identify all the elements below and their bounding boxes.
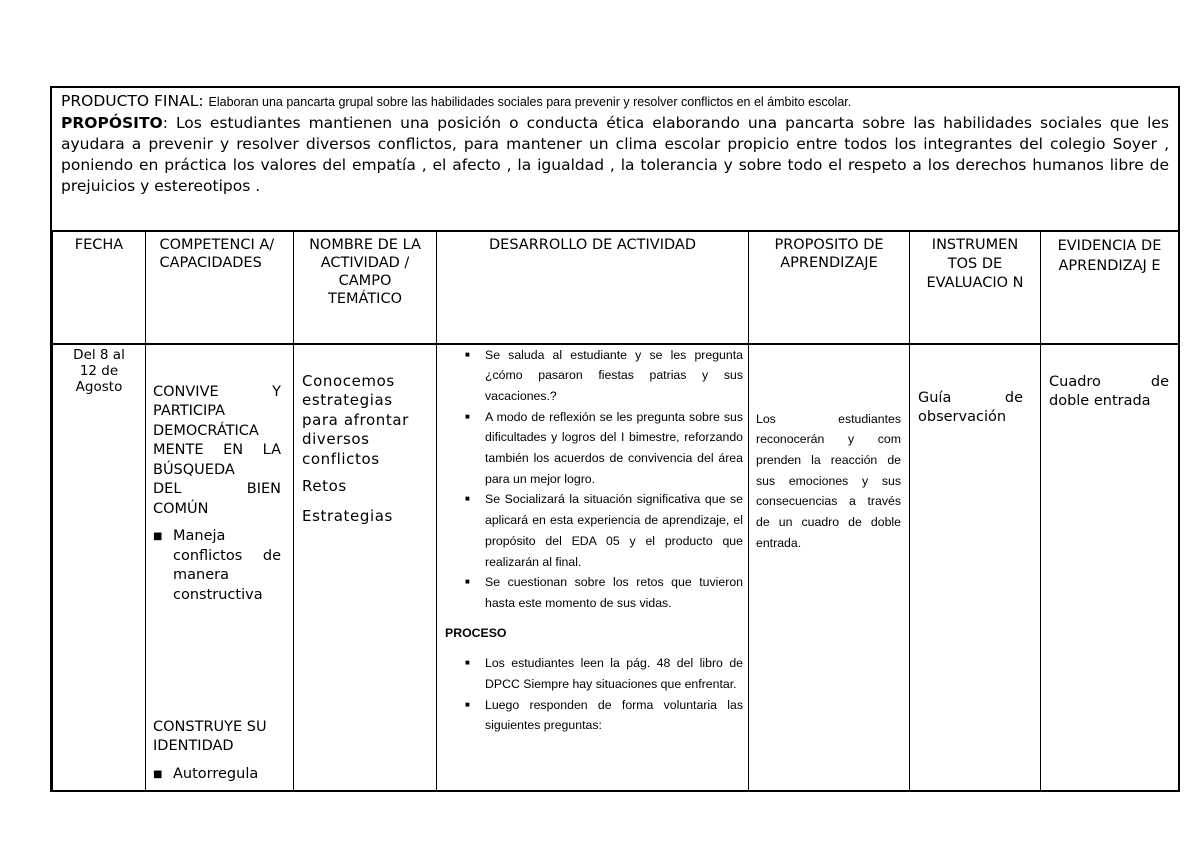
bullet-square-icon: ■	[465, 577, 470, 587]
producto-final-label: PRODUCTO FINAL:	[61, 92, 204, 110]
bullet-square-icon: ■	[153, 768, 163, 780]
evidencia-line: Cuadro de	[1049, 373, 1169, 390]
cell-instrumentos	[910, 344, 1041, 792]
capacidad-item	[153, 527, 281, 605]
list-item-text: A modo de reflexión se les pregunta sobre sus dificultades y logros del I bimestre, reforzando también los acuerdos de convivencia del área para un mejor logro.	[485, 409, 743, 486]
header-evidencia	[1041, 232, 1179, 344]
fecha-text: Del 8 al 12 de Agosto	[73, 346, 125, 395]
bullet-square-icon: ■	[465, 411, 470, 421]
capacidad-item	[153, 765, 281, 785]
header-competencias	[146, 232, 294, 344]
table-header-row	[53, 232, 1179, 344]
product-purpose-box	[52, 88, 1178, 231]
cell-evidencia	[1041, 344, 1179, 792]
header-proposito-text: PROPOSITO DE APRENDIZAJE	[774, 237, 884, 271]
list-item	[445, 653, 743, 694]
bullet-square-icon: ■	[465, 658, 470, 668]
header-competencias-text: COMPETENCI A/ CAPACIDADES	[159, 237, 275, 271]
cell-nombre-actividad	[294, 344, 437, 792]
table-row	[53, 344, 1179, 792]
proposito-paragraph	[61, 113, 1169, 197]
competencia-title: CONSTRUYE SU IDENTIDAD	[153, 718, 267, 754]
competencia-title-line: MENTE EN LA	[153, 442, 281, 458]
list-item-text: Luego responden de forma voluntaria las siguientes preguntas:	[485, 697, 743, 733]
header-nombre-text: NOMBRE DE LA ACTIVIDAD / CAMPO TEMÁTICO	[309, 237, 421, 307]
bullet-square-icon: ■	[465, 699, 470, 709]
competencia-title-line: DEL BIEN	[153, 481, 281, 497]
cell-proposito	[749, 344, 910, 792]
bullet-square-icon: ■	[465, 494, 470, 504]
cell-desarrollo	[437, 344, 749, 792]
producto-final-text: Elaboran una pancarta grupal sobre las habilidades sociales para prevenir y resolver conflictos en el ámbito escolar.	[208, 95, 852, 109]
instrumento-line: observación	[918, 409, 1007, 425]
header-fecha: FECHA	[53, 232, 146, 344]
list-item	[445, 407, 743, 490]
list-item-text: Se saluda al estudiante y se les pregunta ¿cómo pasaron fiestas patrias y sus vacaciones.?	[485, 347, 743, 403]
list-item-text: Los estudiantes leen la pág. 48 del libro de DPCC Siempre hay situaciones que enfrentar.	[485, 656, 743, 692]
instrumento-line: Guía de	[918, 389, 1023, 406]
instrumento-text	[918, 389, 1023, 428]
activity-table	[52, 231, 1179, 792]
list-item-text: Se Socializará la situación significativa que se aplicará en esta experiencia de aprendizaje, el propósito del EDA 05 y el producto que realizarán al final.	[485, 492, 743, 569]
proposito-aprendizaje-text: Los estudiantes reconocerán y com prenden la reacción de sus emociones y sus consecuencias a través de un cuadro de doble entrada.	[756, 411, 901, 550]
evidencia-line: doble entrada	[1049, 393, 1151, 409]
capacidad-text: Maneja conflictos de manera constructiva	[173, 528, 281, 603]
competencia-block	[153, 718, 281, 785]
header-instrumentos	[910, 232, 1041, 344]
competencia-title-line: COMÚN	[153, 500, 209, 517]
proposito-label: PROPÓSITO	[61, 114, 163, 132]
competencia-title-line: DEMOCRÁTICA	[153, 422, 259, 439]
competencia-title-line: CONVIVE Y	[153, 383, 281, 400]
bullet-square-icon: ■	[465, 349, 470, 359]
cell-competencias	[146, 344, 294, 792]
producto-final-line	[61, 91, 1169, 113]
actividad-title: Conocemos estrategias para afrontar diversos conflictos	[302, 371, 409, 468]
header-desarrollo: DESARROLLO DE ACTIVIDAD	[437, 232, 749, 344]
list-item	[445, 695, 743, 736]
campo-tematico: Retos	[302, 477, 347, 495]
list-item	[445, 345, 743, 407]
proposito-text: : Los estudiantes mantienen una posición o conducta ética elaborando una pancarta sobre las habilidades sociales que les ayudara a prevenir y resolver diversos conflictos, para mantener un clima escolar propicio entre todos los integrantes del colegio Soyer , poniendo en práctica los valores del empatía , el afecto , la igualdad , la tolerancia y sobre todo el respeto a los derechos humanos libre de prejuicios y estereotipos .	[61, 114, 1169, 195]
cell-fecha	[53, 344, 146, 792]
competencia-block	[153, 383, 281, 606]
desarrollo-block	[445, 345, 743, 737]
list-item	[445, 489, 743, 572]
competencia-title-line: BÚSQUEDA	[153, 461, 235, 478]
proceso-heading: PROCESO	[445, 625, 507, 640]
lesson-plan-document	[50, 86, 1180, 792]
header-evidencia-text: EVIDENCIA DE APRENDIZAJ E	[1057, 238, 1162, 274]
header-nombre	[294, 232, 437, 344]
campo-tematico: Estrategias	[302, 506, 393, 525]
nombre-actividad-block	[302, 372, 430, 539]
evidencia-text	[1049, 373, 1169, 412]
header-instrumentos-text: INSTRUMEN TOS DE EVALUACIO N	[926, 237, 1024, 291]
bullet-square-icon: ■	[153, 531, 163, 542]
competencia-title	[153, 383, 281, 520]
capacidad-text: Autorregula	[173, 765, 259, 782]
header-proposito	[749, 232, 910, 344]
list-item-text: Se cuestionan sobre los retos que tuvieron hasta este momento de sus vidas.	[485, 575, 743, 610]
competencia-title-line: PARTICIPA	[153, 403, 226, 419]
list-item	[445, 572, 743, 613]
